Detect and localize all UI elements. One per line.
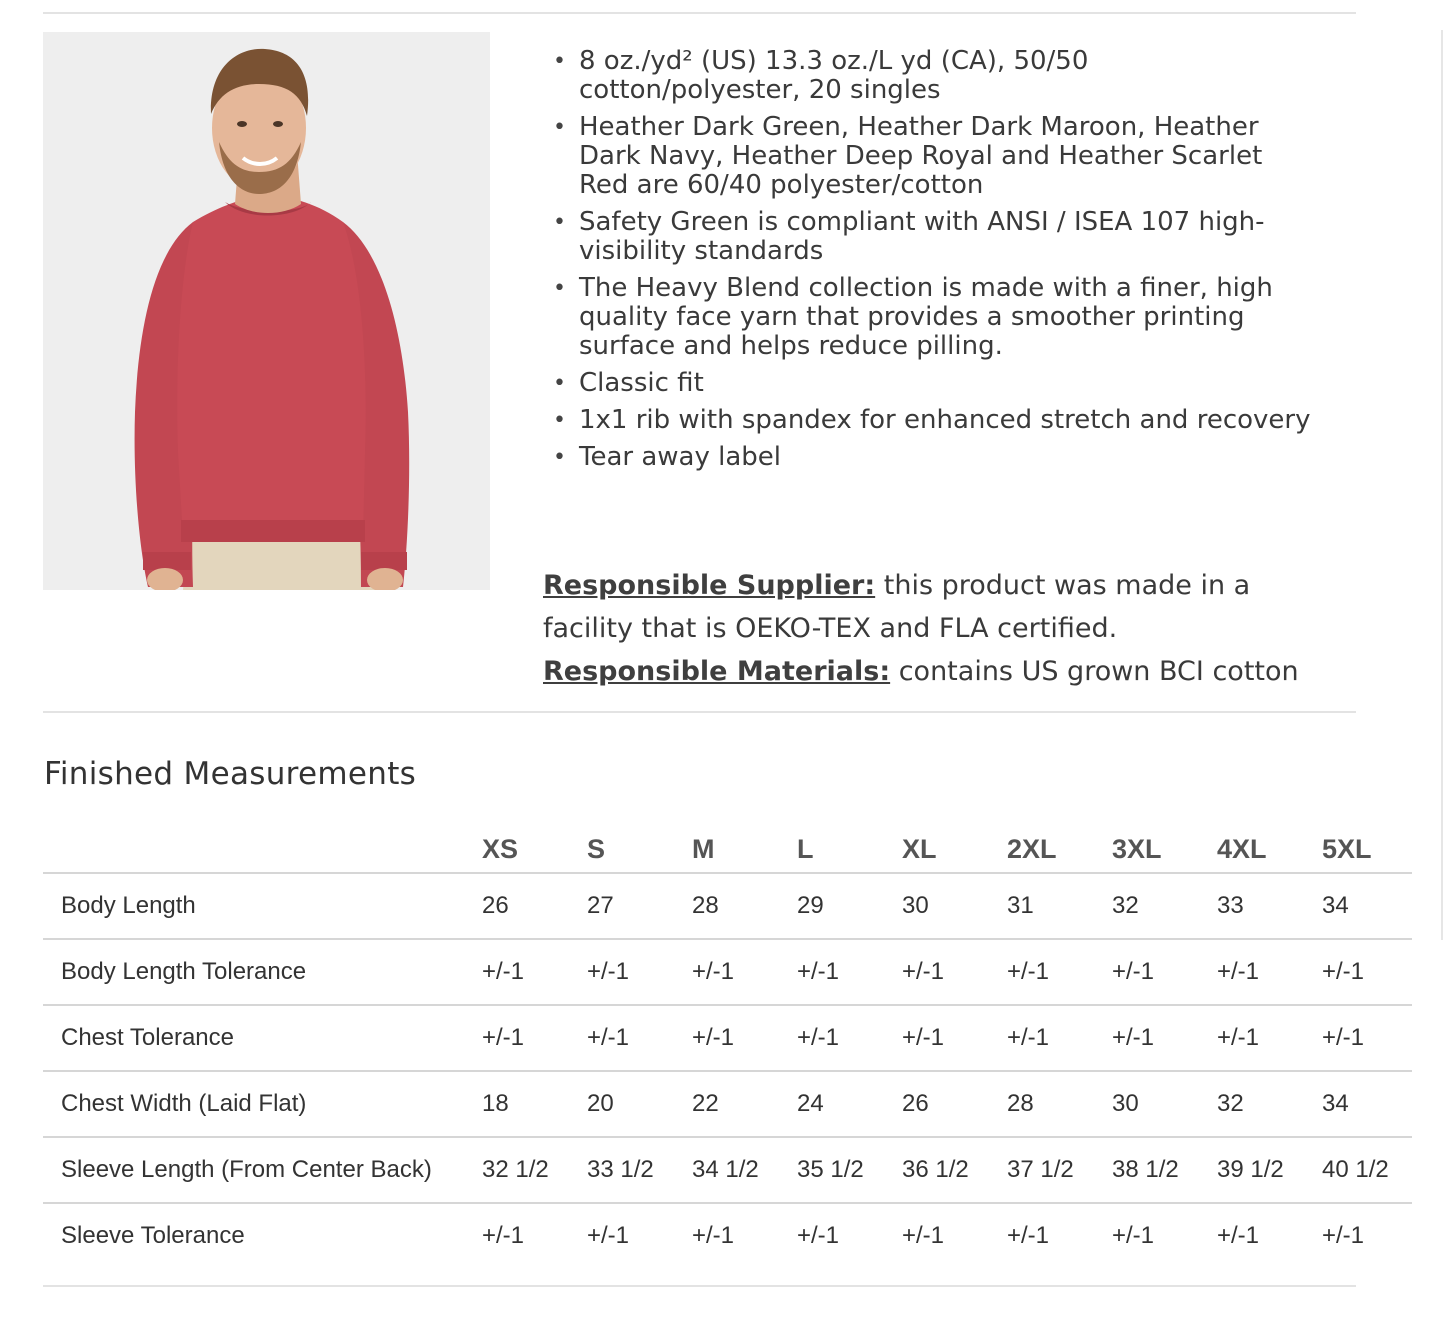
feature-item bbox=[553, 443, 1313, 472]
row-label: Body Length Tolerance bbox=[43, 939, 474, 1005]
feature-list bbox=[553, 47, 1313, 480]
size-header: 2XL bbox=[999, 826, 1104, 873]
table-cell: 29 bbox=[789, 873, 894, 939]
row-label: Chest Tolerance bbox=[43, 1005, 474, 1071]
feature-text: 1x1 rib with spandex for enhanced stretch and recovery bbox=[579, 405, 1311, 435]
table-cell: 26 bbox=[894, 1071, 999, 1137]
table-cell: 32 bbox=[1104, 873, 1209, 939]
feature-text: 8 oz./yd² (US) 13.3 oz./L yd (CA), 50/50 cotton/polyester, 20 singles bbox=[579, 46, 1089, 105]
table-cell: +/-1 bbox=[894, 1005, 999, 1071]
table-cell: 32 bbox=[1209, 1071, 1314, 1137]
table-cell: +/-1 bbox=[789, 939, 894, 1005]
responsible-supplier bbox=[543, 564, 1343, 650]
top-divider bbox=[43, 12, 1356, 14]
table-cell: 37 1/2 bbox=[999, 1137, 1104, 1203]
table-cell: 30 bbox=[894, 873, 999, 939]
bullet-icon: • bbox=[553, 408, 566, 433]
table-cell: 27 bbox=[579, 873, 684, 939]
row-label: Sleeve Length (From Center Back) bbox=[43, 1137, 474, 1203]
table-cell: +/-1 bbox=[579, 939, 684, 1005]
section-divider bbox=[43, 711, 1356, 713]
size-header: 5XL bbox=[1314, 826, 1412, 873]
table-cell: +/-1 bbox=[692, 1222, 735, 1249]
row-label: Sleeve Tolerance bbox=[61, 1222, 245, 1249]
table-cell: +/-1 bbox=[474, 939, 579, 1005]
size-header: M bbox=[684, 826, 789, 873]
table-cell: +/-1 bbox=[474, 1005, 579, 1071]
bullet-icon: • bbox=[553, 276, 566, 301]
table-row bbox=[43, 1203, 1412, 1268]
table-cell: 34 1/2 bbox=[684, 1137, 789, 1203]
table-row bbox=[43, 1137, 1412, 1203]
responsible-materials-text: contains US grown BCI cotton bbox=[890, 656, 1299, 687]
size-header: XL bbox=[894, 826, 999, 873]
table-row bbox=[43, 939, 1412, 1005]
table-cell: +/-1 bbox=[1322, 1222, 1365, 1249]
feature-item bbox=[553, 47, 1313, 105]
table-cell: +/-1 bbox=[684, 1005, 789, 1071]
table-cell: +/-1 bbox=[894, 939, 999, 1005]
table-header-empty bbox=[43, 826, 474, 873]
feature-text: Heather Dark Green, Heather Dark Maroon, Heather Dark Navy, Heather Deep Royal and Heather Scarlet Red are 60/40 polyester/cotton bbox=[579, 112, 1263, 200]
table-cell: +/-1 bbox=[587, 1222, 630, 1249]
size-header: 3XL bbox=[1104, 826, 1209, 873]
scrollbar-track[interactable] bbox=[1441, 30, 1443, 940]
row-label: Body Length bbox=[43, 873, 474, 939]
size-header: 4XL bbox=[1209, 826, 1314, 873]
table-cell: +/-1 bbox=[1209, 939, 1314, 1005]
feature-item bbox=[553, 208, 1313, 266]
table-cell: +/-1 bbox=[797, 1222, 840, 1249]
feature-text: Safety Green is compliant with ANSI / ISEA 107 high-visibility standards bbox=[579, 207, 1265, 266]
table-cell: +/-1 bbox=[999, 939, 1104, 1005]
table-cell: 40 1/2 bbox=[1314, 1137, 1412, 1203]
table-cell: +/-1 bbox=[482, 1222, 525, 1249]
table-cell: 33 bbox=[1209, 873, 1314, 939]
table-cell: 36 1/2 bbox=[894, 1137, 999, 1203]
responsible-materials-label: Responsible Materials: bbox=[543, 656, 891, 687]
size-header: XS bbox=[474, 826, 579, 873]
table-cell: 30 bbox=[1104, 1071, 1209, 1137]
size-chart-table bbox=[43, 826, 1412, 1268]
table-cell: +/-1 bbox=[1112, 1222, 1155, 1249]
responsible-supplier-text: this product was made in a facility that is OEKO-TEX and FLA certified. bbox=[543, 570, 1251, 644]
table-cell: +/-1 bbox=[902, 1222, 945, 1249]
table-cell: +/-1 bbox=[1314, 1005, 1412, 1071]
feature-item bbox=[553, 369, 1313, 398]
table-cell: +/-1 bbox=[684, 939, 789, 1005]
table-cell: 34 bbox=[1314, 1071, 1412, 1137]
table-cell: 20 bbox=[579, 1071, 684, 1137]
table-cell: 22 bbox=[684, 1071, 789, 1137]
table-cell: 18 bbox=[474, 1071, 579, 1137]
table-cell: +/-1 bbox=[1209, 1005, 1314, 1071]
bullet-icon: • bbox=[553, 371, 566, 396]
bullet-icon: • bbox=[553, 445, 566, 470]
table-header-row bbox=[43, 826, 1412, 873]
bullet-icon: • bbox=[553, 210, 566, 235]
table-cell: +/-1 bbox=[1314, 939, 1412, 1005]
table-cell: 39 1/2 bbox=[1209, 1137, 1314, 1203]
bullet-icon: • bbox=[553, 115, 566, 140]
table-cell: 34 bbox=[1314, 873, 1412, 939]
bullet-icon: • bbox=[553, 49, 566, 74]
table-cell: 32 1/2 bbox=[474, 1137, 579, 1203]
table-cell: 38 1/2 bbox=[1104, 1137, 1209, 1203]
table-cell: 26 bbox=[474, 873, 579, 939]
responsible-supplier-label: Responsible Supplier: bbox=[543, 570, 876, 601]
table-cell: 28 bbox=[684, 873, 789, 939]
size-header: S bbox=[579, 826, 684, 873]
size-header: L bbox=[789, 826, 894, 873]
section-title: Finished Measurements bbox=[44, 756, 417, 792]
feature-text: Classic fit bbox=[579, 368, 704, 398]
table-cell: +/-1 bbox=[579, 1005, 684, 1071]
feature-item bbox=[553, 406, 1313, 435]
table-cell: 24 bbox=[789, 1071, 894, 1137]
feature-text: Tear away label bbox=[579, 442, 782, 472]
responsible-materials bbox=[543, 650, 1343, 693]
table-cell: +/-1 bbox=[999, 1005, 1104, 1071]
table-cell: +/-1 bbox=[789, 1005, 894, 1071]
feature-item bbox=[553, 274, 1313, 361]
table-cell: 35 1/2 bbox=[789, 1137, 894, 1203]
table-cell: +/-1 bbox=[1104, 939, 1209, 1005]
table-cell: +/-1 bbox=[1217, 1222, 1260, 1249]
table-cell: 33 1/2 bbox=[579, 1137, 684, 1203]
feature-text: The Heavy Blend collection is made with a finer, high quality face yarn that provides a smoother printing surface and helps reduce pilling. bbox=[579, 273, 1273, 361]
model-sweatshirt-illustration bbox=[43, 32, 490, 590]
table-cell: 31 bbox=[999, 873, 1104, 939]
bottom-divider bbox=[43, 1285, 1356, 1287]
table-cell: +/-1 bbox=[1007, 1222, 1050, 1249]
feature-item bbox=[553, 113, 1313, 200]
product-image bbox=[43, 32, 490, 590]
table-cell: +/-1 bbox=[1104, 1005, 1209, 1071]
row-label: Chest Width (Laid Flat) bbox=[43, 1071, 474, 1137]
table-cell: 28 bbox=[999, 1071, 1104, 1137]
responsible-info bbox=[543, 564, 1343, 693]
table-row bbox=[43, 1005, 1412, 1071]
table-row bbox=[43, 1071, 1412, 1137]
table-row bbox=[43, 873, 1412, 939]
